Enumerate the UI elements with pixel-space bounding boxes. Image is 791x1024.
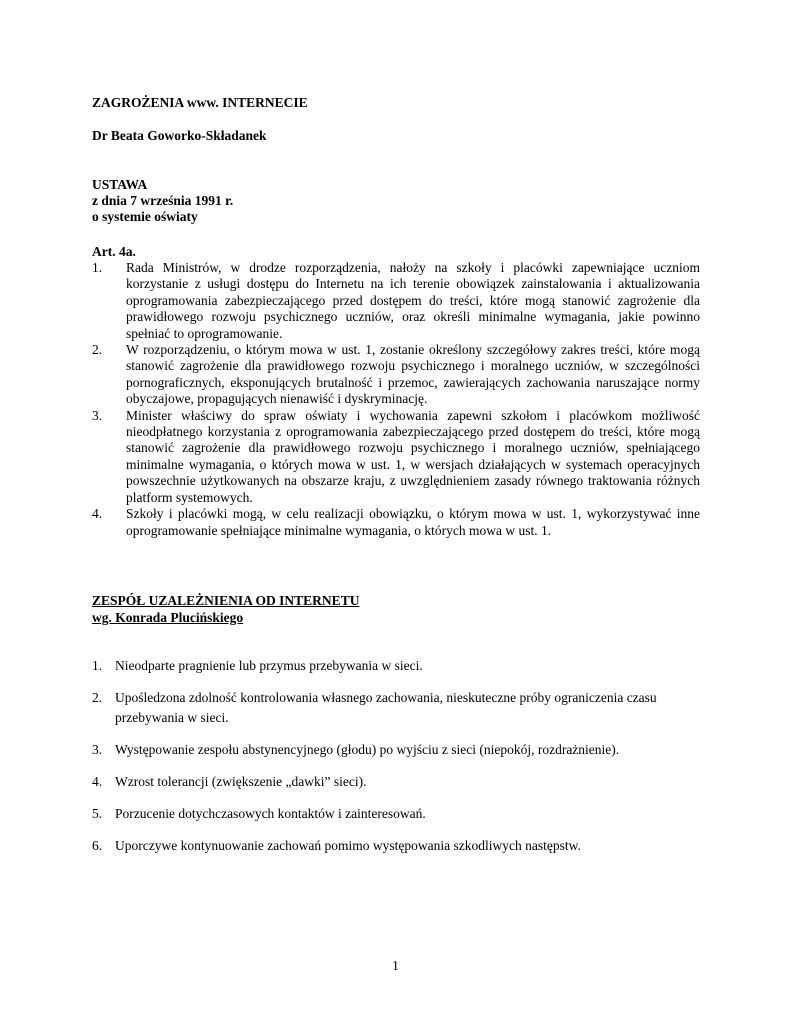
article-item-text: Rada Ministrów, w drodze rozporządzenia, nałoży na szkoły i placówki zapewniające uczniom korzystanie z usługi dostępu do Internetu na ich terenie obowiązek zainstalowania i aktualizowania oprogramowania zabezpieczającego przed dostępem do treści, które mogą stanowić zagrożenie dla prawidłowego rozwoju psychicznego uczniów, oraz określi minimalne wymagania, jakie powinno spełniać to oprogramowanie. bbox=[126, 260, 700, 341]
syndrome-item-5 bbox=[92, 804, 702, 824]
article-item-number: 2. bbox=[92, 342, 103, 358]
syndrome-item-1 bbox=[92, 656, 702, 676]
article-item-number: 4. bbox=[92, 506, 103, 522]
syndrome-item-text: Wzrost tolerancji (zwiększenie „dawki” sieci). bbox=[115, 774, 367, 789]
ustawa-date: z dnia 7 września 1991 r. bbox=[92, 193, 234, 208]
article-item-3 bbox=[92, 408, 700, 506]
article-item-number: 3. bbox=[92, 407, 103, 423]
article-item-text: Szkoły i placówki mogą, w celu realizacji obowiązku, o którym mowa w ust. 1, wykorzystywać inne oprogramowanie spełniające minimalne wymagania, o których mowa w ust. 1. bbox=[126, 506, 700, 538]
syndrome-item-number: 5. bbox=[92, 806, 103, 821]
syndrome-subheading: wg. Konrada Plucińskiego bbox=[92, 610, 244, 625]
syndrome-item-number: 6. bbox=[92, 838, 103, 853]
ustawa-heading: USTAWA bbox=[92, 177, 148, 192]
article-item-text: W rozporządzeniu, o którym mowa w ust. 1, zostanie określony szczegółowy zakres treści, które mogą stanowić zagrożenie dla prawidłowego rozwoju psychicznego i moralnego uczniów, w szczególności pornograficznych, eksponujących brutalność i przemoc, zawierających zachowania naruszające normy obyczajowe, propagujących nienawiść i dyskryminację. bbox=[126, 342, 700, 407]
document-title: ZAGROŻENIA www. INTERNECIE bbox=[92, 95, 308, 110]
article-heading: Art. 4a. bbox=[92, 244, 136, 259]
syndrome-item-2 bbox=[92, 688, 702, 727]
syndrome-item-number: 3. bbox=[92, 742, 103, 757]
page-number: 1 bbox=[392, 958, 399, 973]
syndrome-item-3 bbox=[92, 740, 702, 760]
syndrome-item-number: 4. bbox=[92, 774, 103, 789]
syndrome-item-text: Porzucenie dotychczasowych kontaktów i zainteresowań. bbox=[115, 806, 426, 821]
article-item-4 bbox=[92, 506, 700, 539]
syndrome-heading: ZESPÓŁ UZALEŻNIENIA OD INTERNETU bbox=[92, 593, 360, 608]
syndrome-item-text: Upośledzona zdolność kontrolowania własnego zachowania, nieskuteczne próby ograniczenia czasu przebywania w sieci. bbox=[115, 690, 657, 725]
article-list bbox=[92, 260, 700, 539]
syndrome-item-text: Uporczywe kontynuowanie zachowań pomimo występowania szkodliwych następstw. bbox=[115, 838, 581, 853]
author-name: Dr Beata Goworko-Składanek bbox=[92, 128, 267, 143]
syndrome-item-6 bbox=[92, 836, 702, 856]
ustawa-subject: o systemie oświaty bbox=[92, 209, 198, 224]
article-item-2 bbox=[92, 342, 700, 408]
article-item-text: Minister właściwy do spraw oświaty i wychowania zapewni szkołom i placówkom możliwość nieodpłatnego korzystania z oprogramowania zabezpieczającego przed dostępem do treści, które mogą stanowić zagrożenie dla prawidłowego rozwoju psychicznego i moralnego uczniów, spełniającego minimalne wymagania, o których mowa w ust. 1, w wersjach działających w systemach operacyjnych powszechnie użytkowanych na obszarze kraju, z uwzględnieniem zasady równego traktowania różnych platform systemowych. bbox=[126, 407, 700, 505]
syndrome-item-text: Występowanie zespołu abstynencyjnego (głodu) po wyjściu z sieci (niepokój, rozdrażnienie). bbox=[115, 742, 620, 757]
syndrome-item-number: 1. bbox=[92, 658, 103, 673]
article-item-number: 1. bbox=[92, 260, 103, 275]
syndrome-item-4 bbox=[92, 772, 702, 792]
syndrome-item-number: 2. bbox=[92, 690, 103, 705]
syndrome-item-text: Nieodparte pragnienie lub przymus przebywania w sieci. bbox=[115, 658, 423, 673]
article-item-1 bbox=[92, 260, 700, 342]
